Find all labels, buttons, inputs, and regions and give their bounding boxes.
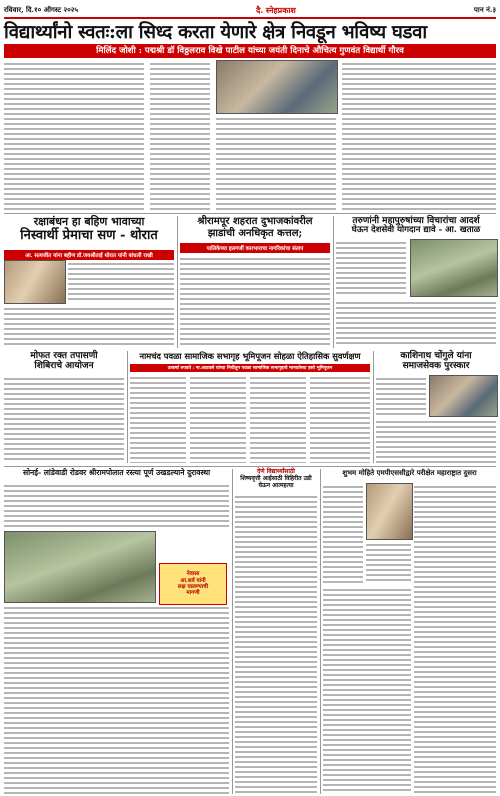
scholarship-text — [235, 493, 317, 793]
lead-photo — [216, 60, 338, 114]
shrirampur-subline: पालिकेच्या हलगर्जी कारभाराचा नागरिकांचा संताप — [180, 243, 330, 253]
mpsc-photo — [366, 483, 413, 540]
mahapurush-text-left — [336, 239, 406, 295]
kashinath-headline: काशिनाथ चोंगुले यांना समाजसेवक पुरस्कार — [400, 351, 472, 372]
mahapurush-text-bottom — [336, 299, 496, 347]
scholarship-headline: देणे विद्यार्थ्यांसाठी शिष्यवृत्ती आईसाठी विहिरीत उडी घेऊन आत्महत्या — [240, 468, 312, 489]
mpsc-text-2 — [366, 541, 411, 583]
namchand-headline: नामचंद पवळा सामाजिक सभागृह भूमिपूजन सोहळा ऐतिहासिक सुवर्णक्षण — [139, 351, 361, 361]
camp-text — [4, 375, 124, 463]
newspaper-page — [4, 3, 496, 793]
rakhi-subline: आ. सत्यजीत यांना बहीण डॉ.जयश्रीताई थोरात यांनी बांधली राखी — [4, 250, 174, 260]
shrirampur-text — [180, 255, 330, 347]
mpsc-text-1 — [323, 483, 363, 583]
lead-text-col-1 — [4, 60, 144, 210]
namchand-text-2 — [190, 374, 246, 463]
rakhi-text-top — [68, 260, 174, 302]
namchand-subline: उत्कर्षा रुपवते : ना.आठवले यांच्या निधीतून पवळा सामाजिक सभागृहाचे मानवतेच्या हस्ते भूमिपूजन — [130, 364, 370, 372]
lead-text-col-3 — [216, 115, 336, 210]
kashinath-text-top — [376, 375, 426, 415]
camp-headline: मोफत रक्त तपासणी शिबिराचे आयोजन — [30, 351, 98, 372]
mpsc-text-4 — [323, 586, 411, 793]
shrirampur-headline: श्रीरामपूर शहरात दुभाजकांवरील झाडांची अनधिकृत कत्तल; — [197, 216, 313, 239]
sonai-text-bottom — [4, 604, 229, 794]
page-number: पान नं.३ — [473, 5, 496, 14]
newspaper-name: दै. स्नेहप्रकाश — [256, 4, 296, 15]
sonai-photo — [4, 531, 156, 603]
kashinath-photo — [429, 375, 498, 417]
mahapurush-photo — [410, 239, 498, 297]
kashinath-text-bottom — [376, 418, 496, 463]
callout-box: नेवासा आ.सर्व यांनी लक्ष घालण्याची मागणी — [159, 563, 227, 605]
rakhi-headline: रक्षाबंधन हा बहिण भावाच्या निस्वार्थी प्रेमाचा सण - थोरात — [20, 215, 158, 243]
sonai-text — [4, 482, 229, 528]
rakhi-text-bottom — [4, 305, 174, 347]
lead-text-col-4 — [342, 60, 496, 210]
issue-date: रविवार, दि.१० ऑगस्ट २०२५ — [4, 5, 79, 14]
masthead-bar — [4, 3, 496, 19]
namchand-text-3 — [250, 374, 306, 463]
namchand-text-4 — [310, 374, 370, 463]
mpsc-headline: शुभम मोहिते एमपीएससीद्वारे परीक्षेत महाराष्ट्रात दुसरा — [342, 468, 477, 477]
sonai-headline: सोनई- लांडेवाडी रोडवर श्रीरामपोलात रस्त्या पूर्ण उखडल्याने दुरावस्था — [22, 468, 211, 477]
rakhi-photo — [4, 260, 66, 304]
mahapurush-headline: तरुणांनी महापुरुषांच्या विचारांचा आदर्श घेऊन देशसेवी योगदान द्यावे - आ. खताळ — [351, 216, 481, 236]
lead-text-col-2 — [150, 60, 210, 210]
mpsc-text-3 — [414, 483, 496, 793]
lead-headline: विद्यार्थ्यांनो स्वतः:ला सिध्द करता येणारे क्षेत्र निवडून भविष्य घडवा — [4, 22, 427, 43]
lead-subline: मिलिंद जोशी : पद्मश्री डॉ विठ्ठलराव विखे पाटील यांच्या जयंती दिनाचे औचित्य गुणवंत विद्यार्थी गौरव — [4, 44, 496, 58]
namchand-text-1 — [130, 374, 186, 463]
